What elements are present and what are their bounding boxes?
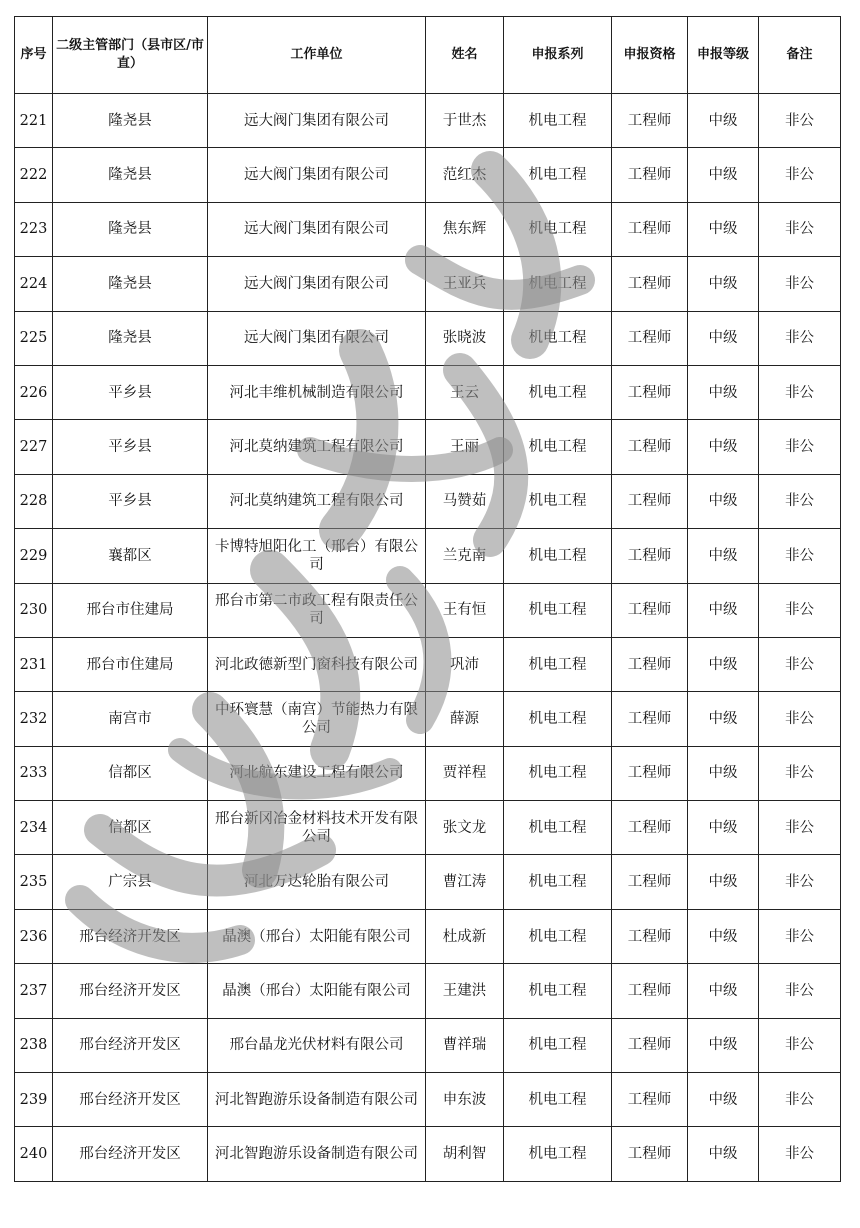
table-row [15, 692, 841, 746]
cell-series: 机电工程 [504, 909, 612, 963]
cell-level: 中级 [688, 692, 759, 746]
col-header-qualification: 申报资格 [612, 17, 688, 94]
col-header-remark: 备注 [759, 17, 841, 94]
cell-qualification: 工程师 [612, 964, 688, 1018]
cell-employer: 河北航东建设工程有限公司 [208, 746, 426, 800]
cell-qualification: 工程师 [612, 202, 688, 256]
table-row [15, 637, 841, 691]
table-row [15, 583, 841, 637]
cell-level: 中级 [688, 257, 759, 311]
cell-qualification: 工程师 [612, 1073, 688, 1127]
cell-name: 兰克南 [426, 529, 504, 583]
cell-series: 机电工程 [504, 365, 612, 419]
table-row [15, 148, 841, 202]
cell-no: 226 [15, 365, 53, 419]
cell-employer: 河北莫纳建筑工程有限公司 [208, 474, 426, 528]
cell-employer: 河北智跑游乐设备制造有限公司 [208, 1073, 426, 1127]
cell-qualification: 工程师 [612, 692, 688, 746]
table-row [15, 909, 841, 963]
cell-department: 南宫市 [53, 692, 208, 746]
cell-no: 232 [15, 692, 53, 746]
cell-qualification: 工程师 [612, 637, 688, 691]
cell-series: 机电工程 [504, 311, 612, 365]
cell-name: 曹祥瑞 [426, 1018, 504, 1072]
cell-no: 235 [15, 855, 53, 909]
cell-department: 邢台经济开发区 [53, 1127, 208, 1181]
cell-no: 236 [15, 909, 53, 963]
cell-employer: 晶澳（邢台）太阳能有限公司 [208, 909, 426, 963]
cell-no: 229 [15, 529, 53, 583]
table-row [15, 529, 841, 583]
cell-employer: 远大阀门集团有限公司 [208, 257, 426, 311]
cell-department: 信都区 [53, 801, 208, 855]
cell-level: 中级 [688, 529, 759, 583]
cell-employer: 邢台市第二市政工程有限责任公司 [208, 583, 426, 637]
cell-department: 平乡县 [53, 420, 208, 474]
cell-department: 隆尧县 [53, 94, 208, 148]
cell-remark: 非公 [759, 1127, 841, 1181]
cell-employer: 河北莫纳建筑工程有限公司 [208, 420, 426, 474]
cell-remark: 非公 [759, 637, 841, 691]
cell-no: 230 [15, 583, 53, 637]
cell-remark: 非公 [759, 420, 841, 474]
cell-level: 中级 [688, 365, 759, 419]
table-row [15, 420, 841, 474]
cell-no: 238 [15, 1018, 53, 1072]
cell-level: 中级 [688, 148, 759, 202]
cell-name: 范红杰 [426, 148, 504, 202]
cell-department: 信都区 [53, 746, 208, 800]
cell-series: 机电工程 [504, 1018, 612, 1072]
table-row [15, 365, 841, 419]
cell-name: 薛源 [426, 692, 504, 746]
cell-name: 贾祥程 [426, 746, 504, 800]
table-row [15, 855, 841, 909]
cell-series: 机电工程 [504, 529, 612, 583]
cell-department: 平乡县 [53, 474, 208, 528]
cell-level: 中级 [688, 311, 759, 365]
cell-no: 237 [15, 964, 53, 1018]
cell-name: 马赞茹 [426, 474, 504, 528]
cell-qualification: 工程师 [612, 474, 688, 528]
table-row [15, 94, 841, 148]
cell-department: 襄都区 [53, 529, 208, 583]
cell-level: 中级 [688, 94, 759, 148]
cell-remark: 非公 [759, 202, 841, 256]
cell-level: 中级 [688, 583, 759, 637]
cell-department: 平乡县 [53, 365, 208, 419]
cell-series: 机电工程 [504, 583, 612, 637]
cell-department: 广宗县 [53, 855, 208, 909]
cell-employer: 晶澳（邢台）太阳能有限公司 [208, 964, 426, 1018]
cell-remark: 非公 [759, 311, 841, 365]
table-row [15, 1018, 841, 1072]
cell-series: 机电工程 [504, 94, 612, 148]
cell-remark: 非公 [759, 583, 841, 637]
cell-series: 机电工程 [504, 855, 612, 909]
cell-department: 邢台经济开发区 [53, 1018, 208, 1072]
cell-level: 中级 [688, 420, 759, 474]
cell-employer: 卡博特旭阳化工（邢台）有限公司 [208, 529, 426, 583]
cell-employer: 河北丰维机械制造有限公司 [208, 365, 426, 419]
cell-no: 225 [15, 311, 53, 365]
cell-qualification: 工程师 [612, 1127, 688, 1181]
cell-department: 邢台经济开发区 [53, 1073, 208, 1127]
cell-qualification: 工程师 [612, 583, 688, 637]
cell-series: 机电工程 [504, 257, 612, 311]
cell-employer: 邢台晶龙光伏材料有限公司 [208, 1018, 426, 1072]
cell-series: 机电工程 [504, 746, 612, 800]
cell-remark: 非公 [759, 692, 841, 746]
cell-no: 224 [15, 257, 53, 311]
cell-level: 中级 [688, 746, 759, 800]
applicant-table [14, 16, 841, 1182]
cell-name: 申东波 [426, 1073, 504, 1127]
table-row [15, 801, 841, 855]
table-container [14, 16, 841, 1182]
cell-series: 机电工程 [504, 1127, 612, 1181]
cell-remark: 非公 [759, 746, 841, 800]
cell-employer: 远大阀门集团有限公司 [208, 202, 426, 256]
cell-remark: 非公 [759, 365, 841, 419]
table-row [15, 311, 841, 365]
cell-department: 隆尧县 [53, 148, 208, 202]
table-row [15, 964, 841, 1018]
cell-no: 231 [15, 637, 53, 691]
cell-no: 234 [15, 801, 53, 855]
cell-series: 机电工程 [504, 801, 612, 855]
cell-department: 邢台经济开发区 [53, 909, 208, 963]
cell-series: 机电工程 [504, 964, 612, 1018]
cell-no: 227 [15, 420, 53, 474]
cell-series: 机电工程 [504, 202, 612, 256]
cell-level: 中级 [688, 1018, 759, 1072]
cell-level: 中级 [688, 1127, 759, 1181]
cell-remark: 非公 [759, 801, 841, 855]
cell-remark: 非公 [759, 964, 841, 1018]
header-row [15, 17, 841, 94]
cell-remark: 非公 [759, 529, 841, 583]
cell-no: 233 [15, 746, 53, 800]
cell-employer: 远大阀门集团有限公司 [208, 311, 426, 365]
cell-no: 221 [15, 94, 53, 148]
cell-employer: 河北万达轮胎有限公司 [208, 855, 426, 909]
cell-name: 于世杰 [426, 94, 504, 148]
cell-name: 胡利智 [426, 1127, 504, 1181]
cell-employer: 远大阀门集团有限公司 [208, 94, 426, 148]
cell-remark: 非公 [759, 1073, 841, 1127]
cell-qualification: 工程师 [612, 365, 688, 419]
cell-level: 中级 [688, 855, 759, 909]
cell-name: 曹江涛 [426, 855, 504, 909]
table-row [15, 1073, 841, 1127]
cell-series: 机电工程 [504, 1073, 612, 1127]
cell-qualification: 工程师 [612, 529, 688, 583]
cell-employer: 邢台新冈冶金材料技术开发有限公司 [208, 801, 426, 855]
col-header-no: 序号 [15, 17, 53, 94]
cell-series: 机电工程 [504, 420, 612, 474]
cell-name: 巩沛 [426, 637, 504, 691]
cell-name: 杜成新 [426, 909, 504, 963]
cell-no: 223 [15, 202, 53, 256]
cell-remark: 非公 [759, 148, 841, 202]
cell-qualification: 工程师 [612, 1018, 688, 1072]
cell-department: 邢台经济开发区 [53, 964, 208, 1018]
cell-no: 240 [15, 1127, 53, 1181]
col-header-department: 二级主管部门（县市区/市直） [53, 17, 208, 94]
cell-no: 222 [15, 148, 53, 202]
cell-remark: 非公 [759, 855, 841, 909]
cell-level: 中级 [688, 964, 759, 1018]
table-row [15, 202, 841, 256]
table-body [15, 94, 841, 1182]
col-header-employer: 工作单位 [208, 17, 426, 94]
cell-employer: 中环寰慧（南宫）节能热力有限公司 [208, 692, 426, 746]
cell-qualification: 工程师 [612, 746, 688, 800]
cell-name: 王丽 [426, 420, 504, 474]
table-row [15, 746, 841, 800]
cell-level: 中级 [688, 474, 759, 528]
cell-department: 邢台市住建局 [53, 637, 208, 691]
cell-level: 中级 [688, 909, 759, 963]
col-header-level: 申报等级 [688, 17, 759, 94]
cell-series: 机电工程 [504, 474, 612, 528]
cell-remark: 非公 [759, 1018, 841, 1072]
table-row [15, 474, 841, 528]
cell-department: 隆尧县 [53, 311, 208, 365]
table-row [15, 257, 841, 311]
cell-qualification: 工程师 [612, 420, 688, 474]
cell-employer: 河北政德新型门窗科技有限公司 [208, 637, 426, 691]
cell-name: 王有恒 [426, 583, 504, 637]
cell-qualification: 工程师 [612, 257, 688, 311]
cell-remark: 非公 [759, 94, 841, 148]
cell-qualification: 工程师 [612, 94, 688, 148]
cell-remark: 非公 [759, 909, 841, 963]
cell-no: 239 [15, 1073, 53, 1127]
cell-name: 焦东辉 [426, 202, 504, 256]
cell-employer: 河北智跑游乐设备制造有限公司 [208, 1127, 426, 1181]
cell-employer: 远大阀门集团有限公司 [208, 148, 426, 202]
cell-level: 中级 [688, 801, 759, 855]
cell-department: 邢台市住建局 [53, 583, 208, 637]
cell-no: 228 [15, 474, 53, 528]
cell-series: 机电工程 [504, 637, 612, 691]
col-header-name: 姓名 [426, 17, 504, 94]
cell-name: 王亚兵 [426, 257, 504, 311]
cell-name: 王建洪 [426, 964, 504, 1018]
col-header-series: 申报系列 [504, 17, 612, 94]
cell-qualification: 工程师 [612, 148, 688, 202]
cell-qualification: 工程师 [612, 311, 688, 365]
cell-qualification: 工程师 [612, 855, 688, 909]
cell-name: 王云 [426, 365, 504, 419]
cell-series: 机电工程 [504, 148, 612, 202]
cell-remark: 非公 [759, 474, 841, 528]
cell-name: 张晓波 [426, 311, 504, 365]
cell-level: 中级 [688, 1073, 759, 1127]
cell-qualification: 工程师 [612, 909, 688, 963]
cell-qualification: 工程师 [612, 801, 688, 855]
cell-series: 机电工程 [504, 692, 612, 746]
cell-level: 中级 [688, 202, 759, 256]
cell-department: 隆尧县 [53, 257, 208, 311]
cell-level: 中级 [688, 637, 759, 691]
cell-department: 隆尧县 [53, 202, 208, 256]
cell-name: 张文龙 [426, 801, 504, 855]
cell-remark: 非公 [759, 257, 841, 311]
table-row [15, 1127, 841, 1181]
